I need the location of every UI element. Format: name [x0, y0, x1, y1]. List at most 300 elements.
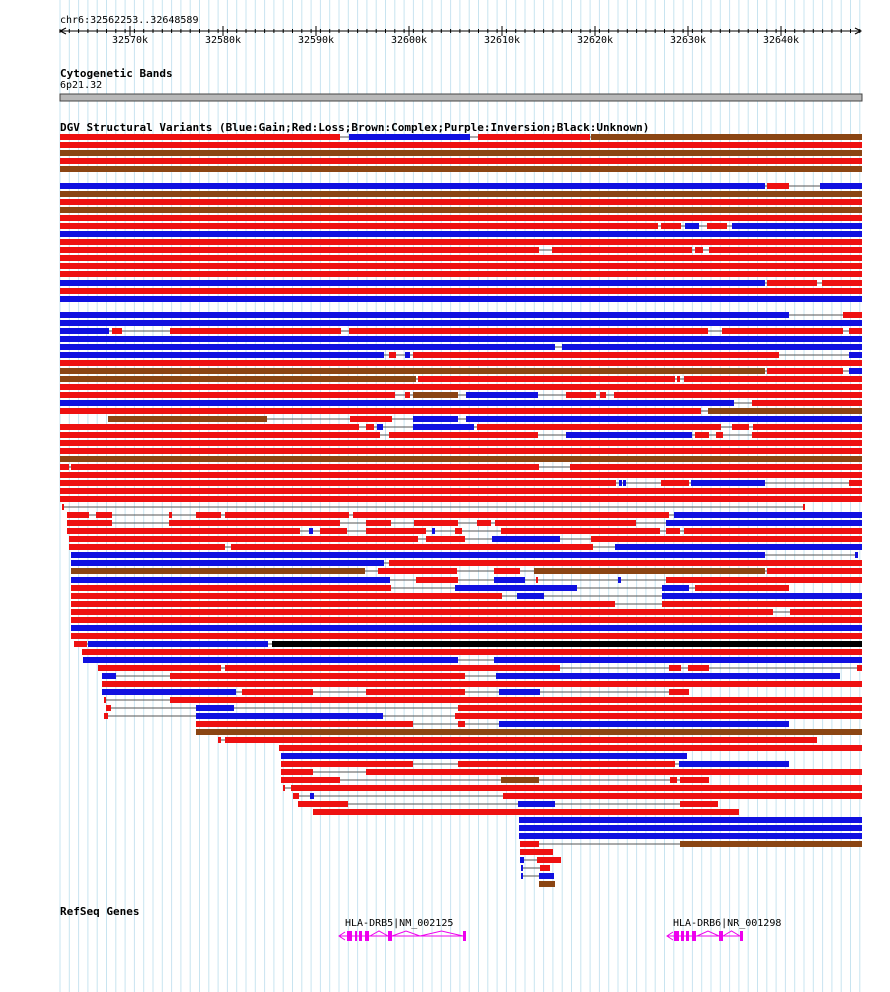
- sv-segment: [849, 352, 862, 358]
- sv-row: [108, 416, 862, 422]
- exon: [463, 931, 466, 941]
- sv-segment: [60, 336, 862, 342]
- sv-segment: [377, 424, 383, 430]
- sv-segment: [349, 134, 470, 140]
- sv-row: [60, 223, 862, 229]
- sv-segment: [499, 689, 540, 695]
- sv-row: [60, 368, 862, 374]
- sv-segment: [60, 158, 862, 164]
- sv-segment: [60, 166, 862, 172]
- sv-segment: [71, 593, 502, 599]
- sv-segment: [501, 777, 539, 783]
- sv-segment: [60, 320, 862, 326]
- sv-segment: [619, 480, 622, 486]
- sv-segment: [60, 199, 862, 205]
- sv-row: [281, 777, 709, 783]
- sv-row: [60, 239, 862, 245]
- sv-segment: [60, 255, 862, 261]
- sv-segment: [71, 560, 384, 566]
- sv-segment: [71, 585, 391, 591]
- sv-row: [60, 400, 862, 406]
- sv-segment: [60, 142, 862, 148]
- sv-segment: [670, 777, 677, 783]
- sv-segment: [767, 368, 843, 374]
- locus-label: chr6:32562253..32648589: [60, 15, 199, 26]
- sv-row: [82, 649, 862, 655]
- sv-segment: [170, 697, 862, 703]
- sv-row: [298, 801, 718, 807]
- intron: [420, 931, 463, 936]
- sv-segment: [518, 801, 555, 807]
- sv-row: [196, 729, 862, 735]
- sv-segment: [691, 480, 765, 486]
- sv-segment: [666, 528, 680, 534]
- intron: [370, 931, 388, 936]
- dgv-title: DGV Structural Variants (Blue:Gain;Red:Loss;Brown:Complex;Purple:Inversion;Black:Unknown): [60, 121, 650, 134]
- sv-segment: [60, 432, 380, 438]
- sv-segment: [60, 215, 862, 221]
- sv-segment: [67, 520, 112, 526]
- cytoband-track: [60, 94, 862, 101]
- sv-row: [60, 376, 862, 382]
- sv-row: [60, 207, 862, 213]
- sv-segment: [60, 247, 539, 253]
- sv-segment: [857, 665, 862, 671]
- sv-row: [60, 480, 862, 486]
- sv-segment: [196, 729, 862, 735]
- sv-segment: [169, 520, 340, 526]
- sv-row: [71, 633, 862, 639]
- sv-segment: [279, 745, 862, 751]
- sv-segment: [413, 392, 458, 398]
- sv-segment: [60, 207, 862, 213]
- sv-segment: [69, 536, 418, 542]
- sv-segment: [298, 801, 348, 807]
- sv-segment: [661, 223, 681, 229]
- sv-segment: [60, 368, 765, 374]
- sv-row: [60, 344, 862, 350]
- sv-segment: [71, 577, 390, 583]
- sv-row: [519, 817, 862, 823]
- sv-segment: [669, 665, 681, 671]
- exon: [359, 931, 362, 941]
- sv-row: [60, 456, 862, 462]
- sv-segment: [732, 424, 749, 430]
- sv-segment: [60, 223, 658, 229]
- sv-segment: [674, 512, 862, 518]
- sv-segment: [685, 223, 699, 229]
- sv-row: [71, 625, 862, 631]
- sv-segment: [477, 424, 721, 430]
- sv-row: [67, 512, 862, 518]
- sv-segment: [74, 641, 87, 647]
- sv-row: [104, 697, 862, 703]
- sv-row: [60, 150, 862, 156]
- sv-segment: [695, 432, 709, 438]
- sv-segment: [71, 601, 615, 607]
- sv-segment: [539, 881, 555, 887]
- sv-segment: [478, 134, 590, 140]
- sv-segment: [413, 424, 474, 430]
- sv-row: [98, 665, 862, 671]
- sv-segment: [349, 328, 708, 334]
- sv-segment: [494, 577, 525, 583]
- sv-row: [71, 577, 862, 583]
- sv-row: [71, 609, 862, 615]
- exon: [740, 931, 743, 941]
- sv-segment: [570, 464, 862, 470]
- sv-row: [102, 673, 840, 679]
- sv-row: [71, 617, 862, 623]
- sv-segment: [69, 544, 225, 550]
- sv-segment: [310, 793, 314, 799]
- sv-segment: [60, 312, 789, 318]
- sv-row: [60, 183, 862, 189]
- exon: [347, 931, 352, 941]
- sv-row: [71, 552, 858, 558]
- intron: [392, 931, 420, 936]
- sv-row: [71, 568, 862, 574]
- sv-segment: [281, 777, 340, 783]
- sv-segment: [722, 328, 843, 334]
- exon: [686, 931, 689, 941]
- sv-segment: [534, 568, 765, 574]
- sv-segment: [60, 480, 616, 486]
- sv-segment: [104, 697, 106, 703]
- sv-segment: [218, 737, 221, 743]
- sv-segment: [83, 657, 458, 663]
- sv-row: [60, 440, 862, 446]
- sv-row: [60, 432, 862, 438]
- gene-drb6: [667, 931, 743, 941]
- sv-segment: [501, 528, 660, 534]
- sv-segment: [669, 689, 689, 695]
- ruler-tick-label: 32640k: [762, 35, 800, 46]
- sv-segment: [662, 601, 862, 607]
- ruler-tick-label: 32630k: [669, 35, 707, 46]
- cytoband-title: Cytogenetic Bands: [60, 67, 173, 80]
- sv-segment: [60, 263, 862, 269]
- sv-row: [60, 320, 862, 326]
- ruler-tick-label: 32610k: [483, 35, 521, 46]
- sv-segment: [684, 376, 862, 382]
- sv-segment: [752, 432, 862, 438]
- exon: [681, 931, 684, 941]
- sv-segment: [60, 472, 862, 478]
- sv-segment: [88, 641, 268, 647]
- sv-segment: [458, 761, 675, 767]
- sv-row: [60, 288, 862, 294]
- sv-segment: [225, 512, 349, 518]
- gene-label-drb6[interactable]: HLA-DRB6|NR_001298: [673, 918, 782, 929]
- exon: [674, 931, 679, 941]
- sv-segment: [820, 183, 862, 189]
- sv-row: [60, 392, 862, 398]
- sv-segment: [60, 408, 701, 414]
- sv-segment: [843, 312, 862, 318]
- sv-segment: [82, 649, 862, 655]
- sv-row: [71, 585, 789, 591]
- sv-segment: [466, 416, 862, 422]
- sv-segment: [60, 360, 862, 366]
- sv-segment: [413, 416, 458, 422]
- sv-row: [62, 504, 805, 510]
- refseq-title: RefSeq Genes: [60, 905, 140, 918]
- sv-segment: [680, 841, 862, 847]
- sv-segment: [503, 793, 862, 799]
- sv-segment: [618, 577, 621, 583]
- sv-segment: [661, 480, 689, 486]
- sv-segment: [455, 585, 577, 591]
- sv-row: [60, 215, 862, 221]
- sv-segment: [709, 247, 862, 253]
- sv-row: [60, 231, 862, 237]
- sv-segment: [679, 761, 789, 767]
- exon: [692, 931, 696, 941]
- sv-segment: [413, 352, 779, 358]
- sv-row: [60, 384, 862, 390]
- sv-segment: [849, 480, 862, 486]
- sv-segment: [389, 352, 396, 358]
- sv-segment: [96, 512, 112, 518]
- sv-segment: [708, 408, 862, 414]
- sv-segment: [496, 673, 840, 679]
- sv-row: [60, 464, 862, 470]
- sv-segment: [196, 705, 234, 711]
- sv-segment: [60, 271, 862, 277]
- sv-segment: [552, 247, 692, 253]
- sv-segment: [104, 713, 108, 719]
- sv-segment: [517, 593, 544, 599]
- sv-segment: [196, 721, 413, 727]
- sv-row: [60, 328, 862, 334]
- sv-row: [71, 601, 862, 607]
- sv-segment: [62, 504, 64, 510]
- sv-segment: [494, 568, 520, 574]
- sv-segment: [562, 344, 862, 350]
- intron: [723, 931, 740, 936]
- sv-row: [519, 825, 862, 831]
- sv-segment: [520, 841, 539, 847]
- sv-segment: [600, 392, 606, 398]
- sv-segment: [196, 713, 383, 719]
- sv-row: [60, 142, 862, 148]
- sv-segment: [466, 392, 538, 398]
- sv-segment: [680, 777, 709, 783]
- sv-row: [521, 873, 554, 879]
- sv-segment: [540, 865, 550, 871]
- sv-segment: [60, 392, 395, 398]
- sv-row: [519, 833, 862, 839]
- sv-row: [60, 166, 862, 172]
- sv-segment: [108, 416, 267, 422]
- sv-row: [69, 536, 862, 542]
- sv-segment: [519, 825, 862, 831]
- sv-segment: [320, 528, 347, 534]
- sv-segment: [60, 384, 862, 390]
- sv-segment: [519, 817, 862, 823]
- intron: [697, 931, 719, 936]
- sv-segment: [695, 247, 703, 253]
- sv-segment: [60, 376, 416, 382]
- sv-segment: [520, 857, 524, 863]
- exon: [388, 931, 392, 941]
- sv-segment: [71, 625, 862, 631]
- sv-segment: [366, 528, 426, 534]
- exon: [365, 931, 369, 941]
- sv-segment: [695, 585, 789, 591]
- sv-segment: [389, 432, 538, 438]
- sv-segment: [71, 464, 539, 470]
- sv-segment: [536, 577, 538, 583]
- sv-row: [521, 865, 550, 871]
- sv-segment: [170, 673, 465, 679]
- sv-segment: [458, 705, 862, 711]
- sv-row: [60, 472, 862, 478]
- sv-segment: [591, 134, 862, 140]
- sv-segment: [170, 328, 341, 334]
- sv-row: [60, 134, 862, 140]
- sv-segment: [662, 585, 689, 591]
- sv-segment: [455, 528, 462, 534]
- sv-row: [60, 199, 862, 205]
- sv-segment: [455, 713, 862, 719]
- sv-segment: [432, 528, 435, 534]
- sv-segment: [426, 536, 465, 542]
- sv-row: [281, 761, 789, 767]
- sv-segment: [677, 376, 680, 382]
- cytoband-name: 6p21.32: [60, 80, 103, 91]
- ruler-tick-label: 32580k: [204, 35, 242, 46]
- sv-segment: [684, 528, 862, 534]
- sv-segment: [169, 512, 172, 518]
- sv-segment: [790, 609, 862, 615]
- sv-segment: [418, 376, 675, 382]
- sv-segment: [492, 536, 560, 542]
- sv-row: [196, 721, 789, 727]
- sv-segment: [60, 134, 340, 140]
- sv-row: [520, 857, 561, 863]
- sv-segment: [389, 560, 862, 566]
- sv-segment: [767, 183, 789, 189]
- sv-segment: [416, 577, 458, 583]
- sv-row: [67, 528, 862, 534]
- sv-row: [60, 280, 862, 286]
- sv-row: [83, 657, 862, 663]
- sv-segment: [225, 665, 560, 671]
- sv-row: [60, 336, 862, 342]
- sv-row: [104, 713, 862, 719]
- sv-segment: [71, 568, 365, 574]
- sv-segment: [231, 544, 593, 550]
- sv-segment: [350, 416, 392, 422]
- gene-label-drb5[interactable]: HLA-DRB5|NM_002125: [345, 918, 454, 929]
- sv-segment: [98, 665, 221, 671]
- sv-segment: [196, 512, 221, 518]
- sv-segment: [60, 280, 765, 286]
- sv-row: [102, 681, 862, 687]
- sv-segment: [716, 432, 723, 438]
- refseq-track: [339, 931, 743, 941]
- sv-segment: [60, 191, 862, 197]
- sv-segment: [477, 520, 491, 526]
- sv-segment: [60, 288, 862, 294]
- sv-segment: [707, 223, 727, 229]
- sv-segment: [537, 857, 561, 863]
- sv-segment: [60, 183, 765, 189]
- sv-segment: [313, 809, 739, 815]
- sv-row: [106, 705, 862, 711]
- sv-row: [74, 641, 862, 647]
- sv-row: [60, 296, 862, 302]
- sv-row: [218, 737, 817, 743]
- sv-segment: [688, 665, 709, 671]
- sv-segment: [666, 577, 862, 583]
- gene-drb5: [339, 931, 466, 941]
- sv-row: [281, 753, 687, 759]
- sv-row: [102, 689, 689, 695]
- sv-row: [60, 360, 862, 366]
- sv-segment: [281, 761, 413, 767]
- sv-segment: [366, 689, 465, 695]
- sv-segment: [366, 424, 374, 430]
- sv-segment: [803, 504, 805, 510]
- sv-row: [520, 849, 553, 855]
- sv-segment: [623, 480, 626, 486]
- sv-segment: [494, 657, 862, 663]
- sv-segment: [281, 769, 313, 775]
- sv-segment: [566, 392, 596, 398]
- sv-row: [279, 745, 862, 751]
- sv-row: [539, 881, 555, 887]
- sv-segment: [60, 231, 862, 237]
- sv-segment: [309, 528, 313, 534]
- sv-segment: [519, 833, 862, 839]
- sv-segment: [767, 568, 862, 574]
- sv-row: [60, 352, 862, 358]
- sv-segment: [539, 873, 554, 879]
- sv-segment: [732, 223, 862, 229]
- sv-row: [281, 769, 862, 775]
- sv-segment: [822, 280, 862, 286]
- sv-segment: [566, 432, 692, 438]
- sv-segment: [366, 769, 862, 775]
- sv-row: [60, 247, 862, 253]
- sv-row: [60, 263, 862, 269]
- ruler-tick-label: 32620k: [576, 35, 614, 46]
- sv-segment: [60, 448, 862, 454]
- sv-segment: [60, 424, 359, 430]
- sv-segment: [106, 705, 111, 711]
- sv-segment: [225, 737, 817, 743]
- sv-segment: [615, 544, 862, 550]
- sv-segment: [849, 328, 862, 334]
- sv-segment: [405, 392, 410, 398]
- sv-segment: [71, 609, 773, 615]
- sv-segment: [591, 536, 862, 542]
- sv-segment: [753, 424, 862, 430]
- sv-segment: [495, 520, 636, 526]
- sv-segment: [291, 785, 862, 791]
- sv-segment: [283, 785, 285, 791]
- sv-segment: [60, 496, 862, 502]
- sv-segment: [60, 296, 862, 302]
- sv-segment: [60, 352, 384, 358]
- sv-row: [293, 793, 862, 799]
- sv-segment: [242, 689, 313, 695]
- sv-segment: [60, 150, 862, 156]
- sv-segment: [60, 328, 109, 334]
